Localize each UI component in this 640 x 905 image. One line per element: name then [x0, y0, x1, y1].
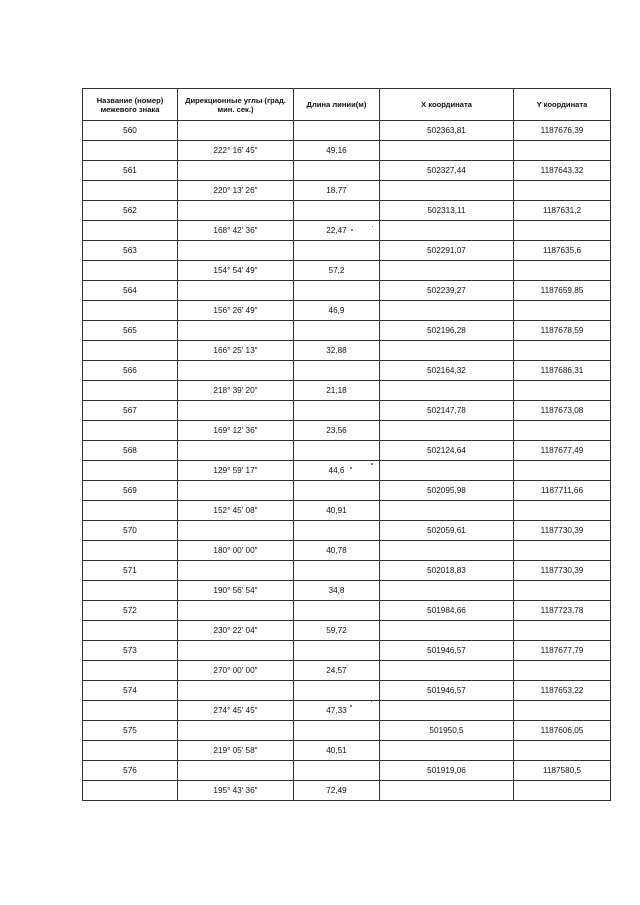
scan-speck	[350, 705, 352, 707]
empty-cell	[294, 761, 380, 781]
empty-cell	[514, 421, 611, 441]
table-row-segment	[83, 461, 611, 481]
empty-cell	[178, 361, 294, 381]
empty-cell	[294, 281, 380, 301]
direction-angle: 274° 45' 45"	[178, 701, 294, 721]
line-length: 18,77	[294, 181, 380, 201]
line-length: 46,9	[294, 301, 380, 321]
table-row-point	[83, 601, 611, 621]
table-row-segment	[83, 501, 611, 521]
point-name: 569	[83, 481, 178, 501]
empty-cell	[294, 441, 380, 461]
point-name: 564	[83, 281, 178, 301]
table-row-segment	[83, 301, 611, 321]
point-name: 562	[83, 201, 178, 221]
y-coordinate: 1187673,08	[514, 401, 611, 421]
point-name: 574	[83, 681, 178, 701]
empty-cell	[83, 381, 178, 401]
line-length: 23,56	[294, 421, 380, 441]
empty-cell	[514, 581, 611, 601]
y-coordinate: 1187730,39	[514, 561, 611, 581]
empty-cell	[380, 621, 514, 641]
table-row-point	[83, 241, 611, 261]
empty-cell	[514, 781, 611, 801]
point-name: 567	[83, 401, 178, 421]
table-row-point	[83, 561, 611, 581]
empty-cell	[178, 601, 294, 621]
empty-cell	[380, 381, 514, 401]
empty-cell	[294, 321, 380, 341]
empty-cell	[83, 621, 178, 641]
x-coordinate: 501919,06	[380, 761, 514, 781]
point-name: 576	[83, 761, 178, 781]
header-y-coordinate: Y координата	[514, 89, 611, 121]
empty-cell	[294, 241, 380, 261]
empty-cell	[83, 141, 178, 161]
line-length: 32,88	[294, 341, 380, 361]
direction-angle: 222° 16' 45"	[178, 141, 294, 161]
direction-angle: 168° 42' 36"	[178, 221, 294, 241]
empty-cell	[178, 241, 294, 261]
empty-cell	[294, 481, 380, 501]
line-length: 72,49	[294, 781, 380, 801]
empty-cell	[380, 421, 514, 441]
empty-cell	[83, 181, 178, 201]
direction-angle: 230° 22' 04"	[178, 621, 294, 641]
table-row-point	[83, 761, 611, 781]
empty-cell	[514, 701, 611, 721]
table-row-point	[83, 321, 611, 341]
empty-cell	[83, 261, 178, 281]
x-coordinate: 502164,32	[380, 361, 514, 381]
scan-speck	[372, 226, 373, 227]
line-length: 49,16	[294, 141, 380, 161]
empty-cell	[83, 581, 178, 601]
empty-cell	[83, 301, 178, 321]
y-coordinate: 1187677,49	[514, 441, 611, 461]
y-coordinate: 1187643,32	[514, 161, 611, 181]
x-coordinate: 502124,64	[380, 441, 514, 461]
empty-cell	[178, 321, 294, 341]
empty-cell	[294, 121, 380, 141]
point-name: 565	[83, 321, 178, 341]
table-row-point	[83, 521, 611, 541]
empty-cell	[380, 501, 514, 521]
y-coordinate: 1187606,05	[514, 721, 611, 741]
direction-angle: 129° 59' 17"	[178, 461, 294, 481]
empty-cell	[178, 721, 294, 741]
table-row-point	[83, 201, 611, 221]
x-coordinate: 502239,27	[380, 281, 514, 301]
empty-cell	[178, 161, 294, 181]
direction-angle: 195° 43' 36"	[178, 781, 294, 801]
table-row-point	[83, 721, 611, 741]
empty-cell	[514, 621, 611, 641]
x-coordinate: 502196,28	[380, 321, 514, 341]
header-line-length: Длина линии(м)	[294, 89, 380, 121]
table-row-point	[83, 161, 611, 181]
direction-angle: 219° 05' 58"	[178, 741, 294, 761]
line-length: 40,91	[294, 501, 380, 521]
empty-cell	[514, 301, 611, 321]
empty-cell	[380, 261, 514, 281]
empty-cell	[294, 641, 380, 661]
empty-cell	[380, 661, 514, 681]
table-row-segment	[83, 621, 611, 641]
empty-cell	[380, 181, 514, 201]
empty-cell	[178, 121, 294, 141]
point-name: 572	[83, 601, 178, 621]
x-coordinate: 502363,81	[380, 121, 514, 141]
empty-cell	[380, 141, 514, 161]
table-row-point	[83, 361, 611, 381]
x-coordinate: 502291,07	[380, 241, 514, 261]
table-row-segment	[83, 221, 611, 241]
line-length: 22,47	[294, 221, 380, 241]
scan-speck	[350, 467, 352, 469]
line-length: 47,33	[294, 701, 380, 721]
empty-cell	[83, 741, 178, 761]
point-name: 563	[83, 241, 178, 261]
empty-cell	[83, 221, 178, 241]
direction-angle: 218° 39' 20"	[178, 381, 294, 401]
empty-cell	[514, 541, 611, 561]
line-length: 24,57	[294, 661, 380, 681]
x-coordinate: 502018,83	[380, 561, 514, 581]
empty-cell	[83, 501, 178, 521]
table-row-point	[83, 681, 611, 701]
table-row-segment	[83, 781, 611, 801]
point-name: 568	[83, 441, 178, 461]
empty-cell	[294, 401, 380, 421]
y-coordinate: 1187580,5	[514, 761, 611, 781]
x-coordinate: 502313,11	[380, 201, 514, 221]
y-coordinate: 1187677,79	[514, 641, 611, 661]
empty-cell	[178, 201, 294, 221]
empty-cell	[178, 761, 294, 781]
point-name: 570	[83, 521, 178, 541]
direction-angle: 180° 00' 00"	[178, 541, 294, 561]
empty-cell	[294, 361, 380, 381]
scan-speck	[371, 701, 372, 702]
direction-angle: 220° 13' 26"	[178, 181, 294, 201]
line-length: 59,72	[294, 621, 380, 641]
empty-cell	[514, 741, 611, 761]
boundary-coordinates-table	[82, 88, 611, 801]
empty-cell	[380, 461, 514, 481]
table-row-point	[83, 281, 611, 301]
y-coordinate: 1187659,85	[514, 281, 611, 301]
table-row-point	[83, 481, 611, 501]
empty-cell	[294, 681, 380, 701]
direction-angle: 152° 45' 08"	[178, 501, 294, 521]
point-name: 573	[83, 641, 178, 661]
empty-cell	[380, 221, 514, 241]
empty-cell	[83, 541, 178, 561]
empty-cell	[294, 601, 380, 621]
table-row-segment	[83, 541, 611, 561]
empty-cell	[380, 741, 514, 761]
empty-cell	[514, 181, 611, 201]
empty-cell	[514, 141, 611, 161]
empty-cell	[294, 561, 380, 581]
y-coordinate: 1187686,31	[514, 361, 611, 381]
table-row-segment	[83, 421, 611, 441]
x-coordinate: 501946,57	[380, 641, 514, 661]
direction-angle: 190° 56' 54"	[178, 581, 294, 601]
empty-cell	[83, 701, 178, 721]
empty-cell	[514, 341, 611, 361]
direction-angle: 169° 12' 36"	[178, 421, 294, 441]
empty-cell	[514, 261, 611, 281]
y-coordinate: 1187676,39	[514, 121, 611, 141]
point-name: 575	[83, 721, 178, 741]
x-coordinate: 501946,57	[380, 681, 514, 701]
x-coordinate: 501950,5	[380, 721, 514, 741]
y-coordinate: 1187711,66	[514, 481, 611, 501]
empty-cell	[514, 661, 611, 681]
table-row-segment	[83, 581, 611, 601]
y-coordinate: 1187635,6	[514, 241, 611, 261]
empty-cell	[380, 701, 514, 721]
empty-cell	[380, 341, 514, 361]
empty-cell	[178, 561, 294, 581]
empty-cell	[514, 461, 611, 481]
x-coordinate: 502147,78	[380, 401, 514, 421]
empty-cell	[178, 401, 294, 421]
empty-cell	[514, 221, 611, 241]
empty-cell	[83, 421, 178, 441]
x-coordinate: 501984,66	[380, 601, 514, 621]
line-length: 21,18	[294, 381, 380, 401]
direction-angle: 156° 26' 49"	[178, 301, 294, 321]
empty-cell	[380, 581, 514, 601]
empty-cell	[178, 481, 294, 501]
table-row-point	[83, 401, 611, 421]
line-length: 40,78	[294, 541, 380, 561]
empty-cell	[514, 381, 611, 401]
x-coordinate: 502059,61	[380, 521, 514, 541]
y-coordinate: 1187631,2	[514, 201, 611, 221]
empty-cell	[178, 681, 294, 701]
point-name: 561	[83, 161, 178, 181]
table-row-segment	[83, 341, 611, 361]
empty-cell	[294, 201, 380, 221]
y-coordinate: 1187653,22	[514, 681, 611, 701]
direction-angle: 166° 25' 13"	[178, 341, 294, 361]
line-length: 57,2	[294, 261, 380, 281]
empty-cell	[294, 721, 380, 741]
line-length: 34,8	[294, 581, 380, 601]
scan-speck	[351, 229, 353, 231]
empty-cell	[83, 341, 178, 361]
table-body	[83, 121, 611, 801]
table-header-row	[83, 89, 611, 121]
y-coordinate: 1187678,59	[514, 321, 611, 341]
empty-cell	[178, 281, 294, 301]
direction-angle: 154° 54' 49"	[178, 261, 294, 281]
table-row-segment	[83, 261, 611, 281]
y-coordinate: 1187730,39	[514, 521, 611, 541]
table-row-segment	[83, 741, 611, 761]
table-row-segment	[83, 381, 611, 401]
empty-cell	[83, 781, 178, 801]
y-coordinate: 1187723,78	[514, 601, 611, 621]
x-coordinate: 502327,44	[380, 161, 514, 181]
empty-cell	[178, 521, 294, 541]
point-name: 560	[83, 121, 178, 141]
empty-cell	[83, 461, 178, 481]
table-row-point	[83, 641, 611, 661]
table-row-point	[83, 121, 611, 141]
table-row-segment	[83, 181, 611, 201]
empty-cell	[294, 521, 380, 541]
empty-cell	[178, 641, 294, 661]
table-row-segment	[83, 141, 611, 161]
table-row-point	[83, 441, 611, 461]
table-row-segment	[83, 661, 611, 681]
empty-cell	[380, 301, 514, 321]
line-length: 44,6	[294, 461, 380, 481]
x-coordinate: 502095,98	[380, 481, 514, 501]
empty-cell	[83, 661, 178, 681]
header-point-name: Название (номер) межевого знака	[83, 89, 178, 121]
direction-angle: 270° 00' 00"	[178, 661, 294, 681]
line-length: 40,51	[294, 741, 380, 761]
table-row-segment	[83, 701, 611, 721]
empty-cell	[380, 781, 514, 801]
empty-cell	[380, 541, 514, 561]
empty-cell	[294, 161, 380, 181]
empty-cell	[178, 441, 294, 461]
scan-speck	[371, 463, 373, 465]
empty-cell	[514, 501, 611, 521]
point-name: 571	[83, 561, 178, 581]
point-name: 566	[83, 361, 178, 381]
header-x-coordinate: X координата	[380, 89, 514, 121]
header-direction-angle: Дирекционные углы (град. мин. сек.)	[178, 89, 294, 121]
